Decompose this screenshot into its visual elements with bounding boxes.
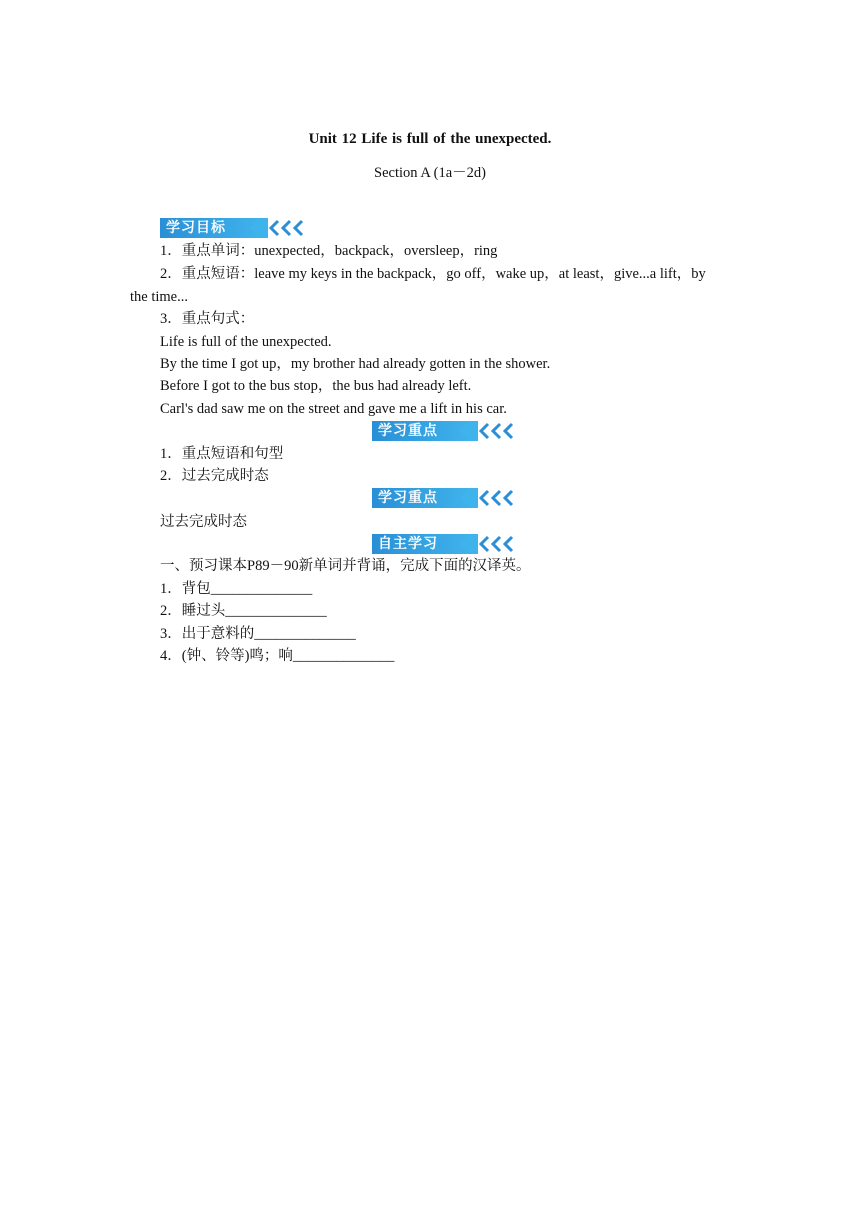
self-study-intro: 一、预习课本P89－90新单词并背诵，完成下面的汉译英。: [160, 558, 531, 574]
self-study-banner: [372, 534, 522, 554]
difficulties-banner: [372, 488, 522, 508]
key-point-1: 1．重点短语和句型: [160, 446, 284, 462]
difficulties-banner-label: 学习重点: [372, 488, 470, 508]
exercise-item-2[interactable]: 2．睡过头______________: [160, 603, 327, 619]
chevrons-icon: [456, 534, 522, 554]
chevrons-icon: [456, 421, 522, 441]
objective-sentence-1: Life is full of the unexpected.: [160, 334, 332, 350]
key-points-banner: [372, 421, 522, 441]
objective-sentence-4: Carl's dad saw me on the street and gave me a lift in his car.: [160, 401, 507, 417]
objective-phrases: 2．重点短语：leave my keys in the backpack，go off，wake up，at least，give...a lift，by: [160, 266, 706, 282]
key-point-2: 2．过去完成时态: [160, 468, 269, 484]
chevrons-icon: [456, 488, 522, 508]
objective-sentence-3: Before I got to the bus stop，the bus had already left.: [160, 378, 472, 394]
exercise-item-4[interactable]: 4．(钟、铃等)鸣；响______________: [160, 648, 395, 664]
objectives-banner-label: 学习目标: [160, 218, 260, 238]
exercise-item-3[interactable]: 3．出于意料的______________: [160, 626, 356, 642]
section-subtitle: Section A (1a－2d): [374, 165, 486, 181]
objective-words: 1．重点单词：unexpected，backpack，oversleep，ring: [160, 243, 498, 259]
key-points-banner-label: 学习重点: [372, 421, 470, 441]
objective-phrases-cont: the time...: [130, 289, 188, 305]
objectives-banner: [160, 218, 312, 238]
objective-sentences-label: 3．重点句式：: [160, 311, 255, 327]
page-title: Unit 12 Life is full of the unexpected.: [308, 131, 552, 147]
objective-sentence-2: By the time I got up，my brother had already gotten in the shower.: [160, 356, 551, 372]
self-study-banner-label: 自主学习: [372, 534, 470, 554]
exercise-item-1[interactable]: 1．背包______________: [160, 581, 313, 597]
chevrons-icon: [246, 218, 312, 238]
difficulty-1: 过去完成时态: [160, 514, 247, 530]
